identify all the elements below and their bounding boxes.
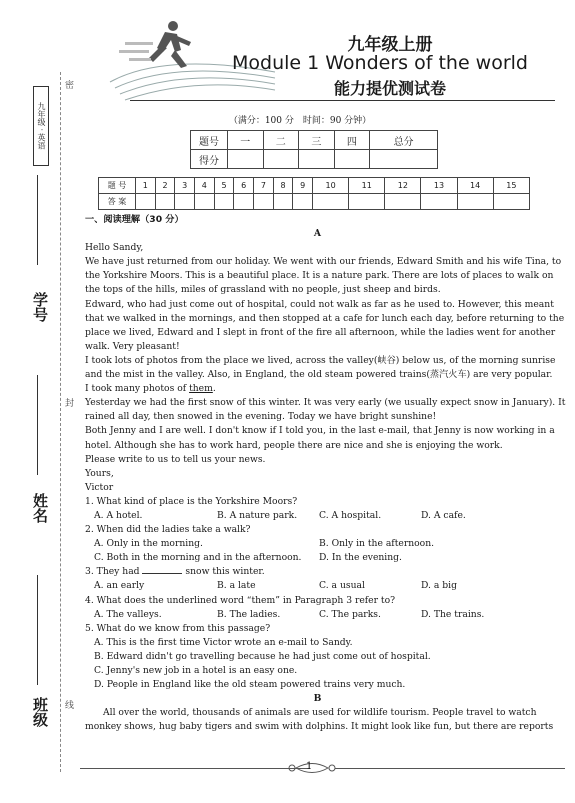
name-blank-line xyxy=(37,375,38,475)
answer-num: 13 xyxy=(421,178,457,194)
option[interactable]: D. People in England like the old steam powered trains very much. xyxy=(94,679,406,691)
answer-cell[interactable] xyxy=(457,194,493,210)
score-header: 总分 xyxy=(370,131,438,150)
answer-num: 1 xyxy=(136,178,156,194)
header-rule xyxy=(130,100,555,101)
stem-part: 3. They had xyxy=(85,566,143,578)
letter-line: place we lived, Edward and I slept in front of the fire all afternoon, while the ladies went for another xyxy=(85,326,556,338)
options-row xyxy=(85,551,550,565)
answer-num: 15 xyxy=(493,178,529,194)
score-cell[interactable] xyxy=(228,150,264,169)
option[interactable]: C. Jenny's new job in a hotel is an easy one. xyxy=(94,665,298,676)
label-student-id: 学号 xyxy=(31,292,49,322)
letter-line: Victor xyxy=(85,481,114,493)
answer-num: 2 xyxy=(155,178,175,194)
answer-label: 答 案 xyxy=(99,194,136,210)
score-table xyxy=(190,130,438,169)
answer-cell[interactable] xyxy=(214,194,234,210)
answer-blank[interactable] xyxy=(142,565,182,574)
answer-cell[interactable] xyxy=(195,194,215,210)
option[interactable]: C. The parks. xyxy=(319,608,381,620)
letter-line: Yours, xyxy=(85,467,114,479)
letter-line: Hello Sandy, xyxy=(85,242,144,254)
option[interactable]: D. In the evening. xyxy=(319,552,402,564)
binding-line xyxy=(60,72,61,772)
class-blank-line xyxy=(37,575,38,685)
label-class: 班级 xyxy=(31,697,49,727)
question-stem: 4. What does the underlined word “them” in Paragraph 3 refer to? xyxy=(85,594,396,606)
part-a-heading: A xyxy=(313,228,322,240)
letter-line: hotel. Although she has to work hard, people there are nice and she is enjoying the work. xyxy=(85,439,503,451)
title-cn: 九年级上册 xyxy=(347,35,433,55)
answer-cell[interactable] xyxy=(175,194,195,210)
option[interactable]: C. A hospital. xyxy=(319,509,382,521)
score-cell[interactable] xyxy=(334,150,370,169)
option[interactable]: A. Only in the morning. xyxy=(94,538,203,550)
score-header: 二 xyxy=(263,131,299,150)
grade-tag: 九年级 · 英语 xyxy=(33,86,49,166)
answer-cell[interactable] xyxy=(293,194,313,210)
option[interactable]: B. A nature park. xyxy=(217,509,298,521)
answer-cell[interactable] xyxy=(273,194,293,210)
underlined-them: them xyxy=(189,383,213,395)
passage-line: All over the world, thousands of animals are used for wildlife tourism. People travel to watch xyxy=(103,707,537,719)
answer-cell[interactable] xyxy=(349,194,385,210)
score-cell[interactable] xyxy=(299,150,335,169)
seal-mark-top: 密 xyxy=(63,80,73,89)
question-stem: 5. What do we know from this passage? xyxy=(85,622,271,634)
letter-line: Please write to us to tell us your news. xyxy=(85,453,266,465)
letter-line: the tops of the hills, miles of grassland with no people, just sheep and birds. xyxy=(85,284,441,296)
answer-cell[interactable] xyxy=(234,194,254,210)
answer-num: 9 xyxy=(293,178,313,194)
letter-line: and the mist in the valley. Also, in England, the old steam powered trains(蒸汽火车) are very popular. xyxy=(85,369,553,381)
letter-line: walk. Very pleasant! xyxy=(85,340,180,352)
options-row xyxy=(85,608,550,622)
answer-num: 6 xyxy=(234,178,254,194)
label-name: 姓名 xyxy=(31,493,49,523)
options-row xyxy=(85,579,550,593)
letter-line: Yesterday we had the first snow of this winter. It was very early (we usually expect snow in January). It xyxy=(85,397,566,409)
letter-line: We have just returned from our holiday. We went with our friends, Edward Smith and his wife Tina, to xyxy=(85,256,562,268)
answer-num: 12 xyxy=(385,178,421,194)
reading-section xyxy=(85,213,566,734)
answer-num: 10 xyxy=(313,178,349,194)
option[interactable]: C. Both in the morning and in the afternoon. xyxy=(94,552,302,564)
option[interactable]: A. The valleys. xyxy=(94,608,162,620)
letter-line: rained all day, then snowed in the evening. Today we have bright sunshine! xyxy=(85,411,437,423)
period: . xyxy=(212,383,216,395)
answer-cell[interactable] xyxy=(421,194,457,210)
letter-text: I took many photos of xyxy=(85,383,190,395)
score-header: 一 xyxy=(228,131,264,150)
answer-cell[interactable] xyxy=(136,194,156,210)
letter-line: Both Jenny and I are well. I don't know if I told you, in the last e-mail, that Jenny is now working in a xyxy=(85,425,555,437)
option[interactable]: D. a big xyxy=(421,580,457,592)
answer-table xyxy=(98,177,530,210)
stem-part: snow this winter. xyxy=(182,566,265,578)
section-title: 一、阅读理解（30 分） xyxy=(85,214,184,225)
options-row xyxy=(85,509,550,523)
option[interactable]: D. A cafe. xyxy=(421,509,466,521)
title-module: Module 1 Wonders of the world xyxy=(232,52,528,74)
score-header: 四 xyxy=(334,131,370,150)
seal-mark-mid: 封 xyxy=(63,398,73,407)
question-stem xyxy=(85,565,550,579)
answer-cell[interactable] xyxy=(313,194,349,210)
letter-line xyxy=(85,382,550,396)
option[interactable]: C. a usual xyxy=(319,580,365,592)
option[interactable]: B. Edward didn't go travelling because he had just come out of hospital. xyxy=(94,650,431,662)
options-row xyxy=(85,537,550,551)
id-blank-line xyxy=(37,175,38,265)
answer-cell[interactable] xyxy=(493,194,529,210)
answer-cell[interactable] xyxy=(155,194,175,210)
exam-meta: （满分：100 分 时间：90 分钟） xyxy=(228,116,372,126)
question-stem: 1. What kind of place is the Yorkshire Moors? xyxy=(85,495,298,507)
letter-line: Edward, who had just come out of hospital, could not walk as far as he used to. However, this meant xyxy=(85,298,554,310)
option[interactable]: D. The trains. xyxy=(421,608,485,620)
answer-num: 14 xyxy=(457,178,493,194)
answer-num: 8 xyxy=(273,178,293,194)
title-subtitle: 能力提优测试卷 xyxy=(333,79,446,98)
answer-num: 5 xyxy=(214,178,234,194)
option[interactable]: B. Only in the afternoon. xyxy=(319,538,435,550)
score-cell[interactable] xyxy=(370,150,438,169)
option[interactable]: B. The ladies. xyxy=(217,608,281,620)
footer-rule-left xyxy=(80,768,310,769)
part-b-heading: B xyxy=(313,693,322,705)
seal-mark-bottom: 线 xyxy=(63,700,73,709)
score-header: 题号 xyxy=(191,131,228,150)
answer-num: 3 xyxy=(175,178,195,194)
answer-num: 11 xyxy=(349,178,385,194)
page-number: 1 xyxy=(306,761,313,772)
answer-num: 7 xyxy=(254,178,274,194)
answer-cell[interactable] xyxy=(254,194,274,210)
score-header: 三 xyxy=(299,131,335,150)
answer-num: 4 xyxy=(195,178,215,194)
option[interactable]: B. a late xyxy=(217,580,256,592)
passage-line: monkey shows, hug baby tigers and swim with dolphins. It might look like fun, but there are reports xyxy=(85,721,554,733)
score-cell[interactable] xyxy=(263,150,299,169)
option[interactable]: A. an early xyxy=(94,580,145,592)
letter-line: that we walked in the mornings, and then stopped at a cafe for lunch each day, before returning to the xyxy=(85,312,565,324)
answer-cell[interactable] xyxy=(385,194,421,210)
option[interactable]: A. A hotel. xyxy=(94,509,143,521)
question-stem: 2. When did the ladies take a walk? xyxy=(85,524,251,536)
footer-rule-right xyxy=(335,768,565,769)
score-row-label: 得分 xyxy=(191,150,228,169)
answer-num-label: 题 号 xyxy=(99,178,136,194)
option[interactable]: A. This is the first time Victor wrote an e-mail to Sandy. xyxy=(94,636,353,648)
letter-line: I took lots of photos from the place we lived, across the valley(峡谷) below us, of the morning sunrise xyxy=(85,354,556,366)
letter-line: the Yorkshire Moors. This is a beautiful place. It is a nature park. There are lots of places to walk on xyxy=(85,270,554,282)
